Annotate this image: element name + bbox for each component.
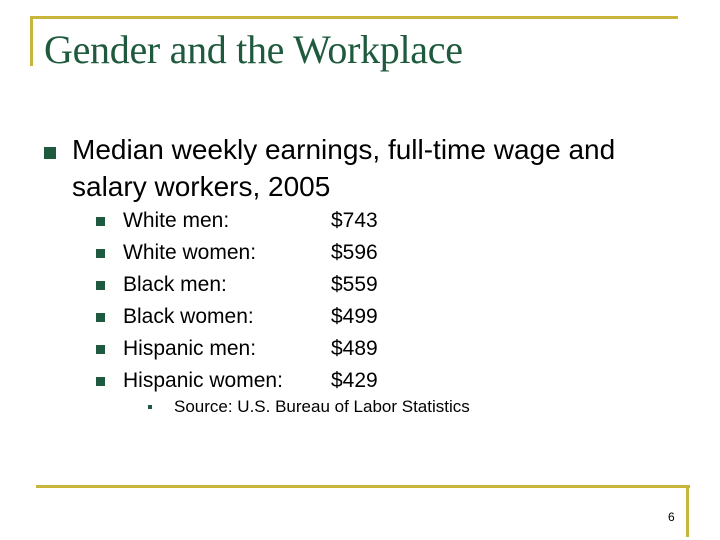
frame-top-rule <box>30 16 678 19</box>
item-label: White men: <box>123 209 230 232</box>
frame-left-rule <box>30 16 33 66</box>
square-bullet-icon <box>96 249 105 258</box>
list-item <box>96 365 378 397</box>
item-label: Black women: <box>123 305 254 328</box>
item-value: $499 <box>331 305 378 328</box>
list-item <box>96 237 378 269</box>
earnings-list <box>96 205 378 397</box>
item-value: $489 <box>331 337 378 360</box>
small-square-bullet-icon <box>148 405 152 409</box>
list-item <box>96 269 378 301</box>
square-bullet-icon <box>96 345 105 354</box>
item-label: Hispanic men: <box>123 337 257 360</box>
square-bullet-icon <box>44 147 56 159</box>
square-bullet-icon <box>96 281 105 290</box>
slide-title: Gender and the Workplace <box>44 27 463 72</box>
main-bullet-text: Median weekly earnings, full-time wage and salary workers, 2005 <box>72 134 616 202</box>
list-item <box>96 205 378 237</box>
item-value: $559 <box>331 273 378 296</box>
frame-right-rule <box>686 485 689 537</box>
item-value: $429 <box>331 369 378 392</box>
square-bullet-icon <box>96 217 105 226</box>
item-label: White women: <box>123 241 257 264</box>
source-line <box>148 397 470 417</box>
item-label: Black men: <box>123 273 227 296</box>
source-text: Source: U.S. Bureau of Labor Statistics <box>174 397 470 416</box>
list-item <box>96 333 378 365</box>
item-label: Hispanic women: <box>123 369 283 392</box>
square-bullet-icon <box>96 313 105 322</box>
item-value: $743 <box>331 209 378 232</box>
frame-bottom-rule <box>36 485 690 488</box>
list-item <box>96 301 378 333</box>
square-bullet-icon <box>96 377 105 386</box>
page-number: 6 <box>668 510 675 524</box>
item-value: $596 <box>331 241 378 264</box>
